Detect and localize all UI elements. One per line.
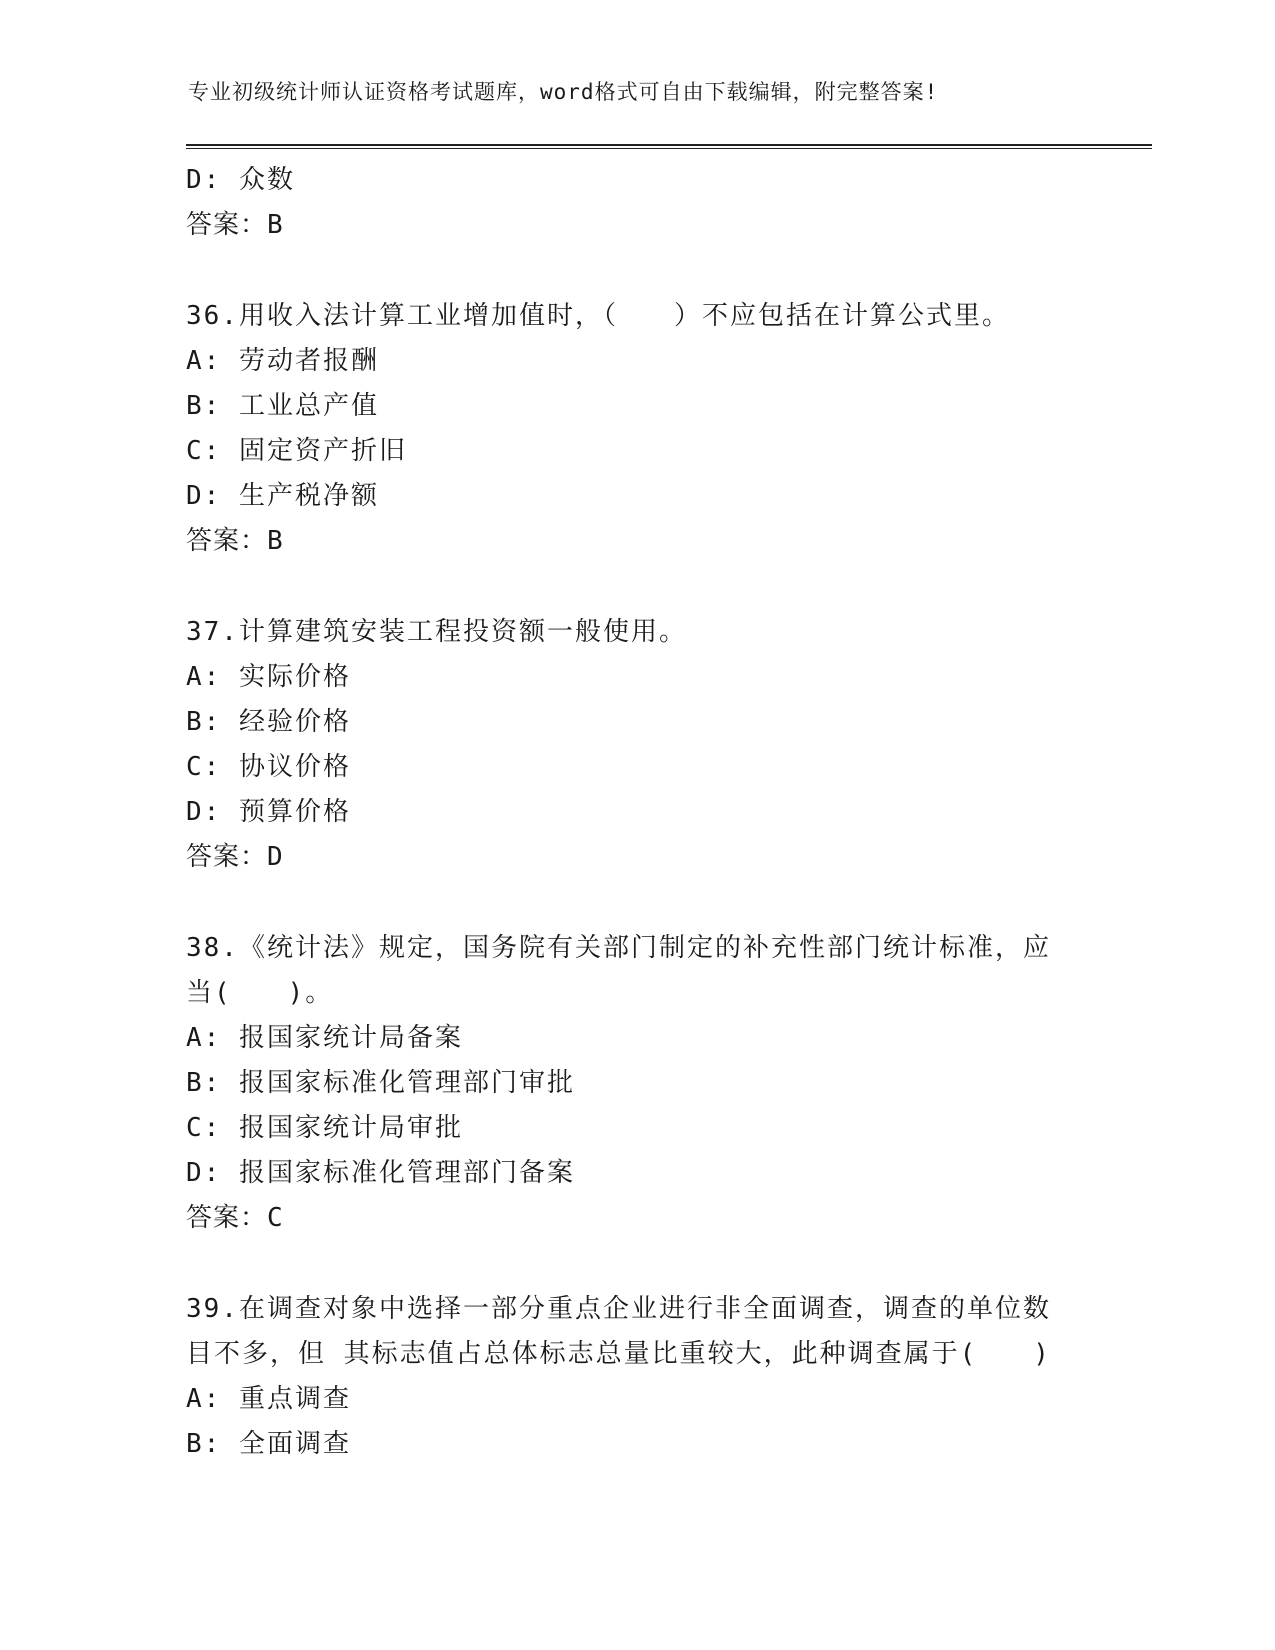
option-d: D: 报国家标准化管理部门备案 — [186, 1158, 575, 1188]
answer-value: B — [267, 210, 284, 240]
answer-value: B — [267, 526, 284, 556]
option-a: A: 劳动者报酬 — [186, 346, 379, 376]
spacer — [186, 564, 1086, 610]
question-38-text: 38.《统计法》规定，国务院有关部门制定的补充性部门统计标准，应当( )。 — [186, 933, 1051, 1008]
answer-label: 答案： — [186, 526, 268, 556]
answer-line — [186, 1196, 1086, 1241]
spacer — [186, 880, 1086, 926]
question-37-text: 37.计算建筑安装工程投资额一般使用。 — [186, 617, 687, 647]
answer-label: 答案： — [186, 842, 268, 872]
option-c: C: 固定资产折旧 — [186, 436, 407, 466]
option-c: C: 报国家统计局审批 — [186, 1113, 463, 1143]
option-d: D: 生产税净额 — [186, 481, 379, 511]
option-b: B: 经验价格 — [186, 707, 351, 737]
answer-label: 答案： — [186, 210, 268, 240]
spacer — [186, 1241, 1086, 1287]
option-b: B: 工业总产值 — [186, 391, 379, 421]
option-d: D: 预算价格 — [186, 797, 351, 827]
header-divider — [186, 144, 1152, 149]
option-a: A: 报国家统计局备案 — [186, 1023, 463, 1053]
answer-line — [186, 203, 1086, 248]
question-36-text: 36.用收入法计算工业增加值时，（ ）不应包括在计算公式里。 — [186, 301, 1010, 331]
option-c: C: 协议价格 — [186, 752, 351, 782]
answer-line — [186, 835, 1086, 880]
answer-label: 答案： — [186, 1203, 268, 1233]
answer-value: C — [267, 1203, 284, 1233]
spacer — [186, 248, 1086, 294]
answer-value: D — [267, 842, 284, 872]
option-a: A: 重点调查 — [186, 1384, 351, 1414]
question-content — [186, 158, 1086, 1467]
question-39-text: 39.在调查对象中选择一部分重点企业进行非全面调查，调查的单位数目不多，但 其标志值占总体标志总量比重较大，此种调查属于( ) — [186, 1294, 1051, 1369]
option-b: B: 报国家标准化管理部门审批 — [186, 1068, 575, 1098]
option-d: D: 众数 — [186, 165, 295, 195]
answer-line — [186, 519, 1086, 564]
page-header-title: 专业初级统计师认证资格考试题库，word格式可自由下载编辑，附完整答案! — [188, 80, 939, 104]
option-b: B: 全面调查 — [186, 1429, 351, 1459]
option-a: A: 实际价格 — [186, 662, 351, 692]
